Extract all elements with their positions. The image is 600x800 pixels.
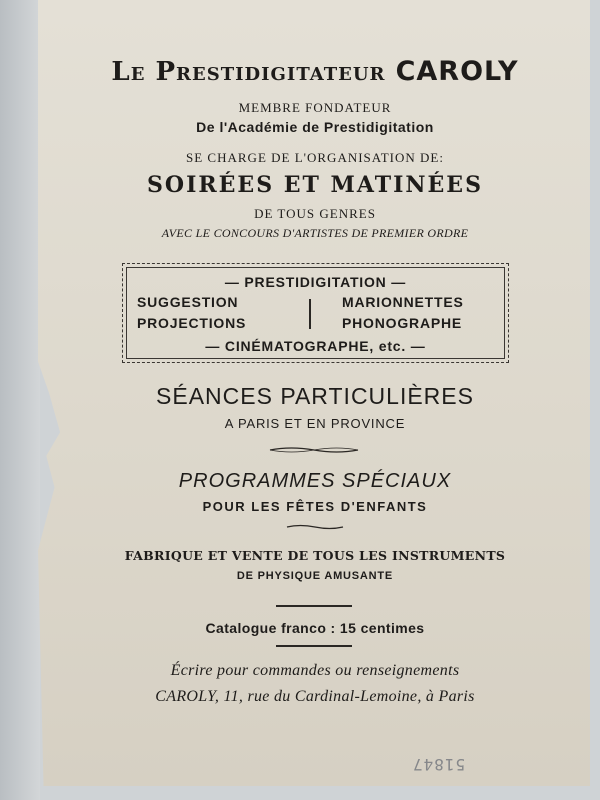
document-title bbox=[40, 56, 590, 87]
ornament-divider bbox=[268, 446, 360, 454]
tous-genres-line: DE TOUS GENRES bbox=[254, 206, 376, 221]
document-content bbox=[40, 0, 590, 786]
address-line: CAROLY, 11, rue du Cardinal-Lemoine, à Paris bbox=[155, 688, 475, 705]
seances-heading: SÉANCES PARTICULIÈRES bbox=[156, 383, 474, 409]
charge-line: SE CHARGE DE L'ORGANISATION DE: bbox=[186, 150, 444, 165]
service-projections: PROJECTIONS bbox=[137, 315, 247, 331]
academie-line: De l'Académie de Prestidigitation bbox=[196, 119, 434, 135]
services-box bbox=[122, 263, 509, 363]
physique-line: DE PHYSIQUE AMUSANTE bbox=[236, 570, 394, 582]
service-prestidigitation: — PRESTIDIGITATION — bbox=[224, 274, 407, 290]
programmes-subtitle: POUR LES FÊTES D'ENFANTS bbox=[202, 499, 428, 514]
catalogue-line: Catalogue franco : 15 centimes bbox=[205, 620, 425, 636]
background-surface bbox=[0, 0, 40, 800]
service-suggestion: SUGGESTION bbox=[137, 294, 239, 310]
ecrire-line: Écrire pour commandes ou renseignements bbox=[170, 662, 460, 679]
concours-line: AVEC LE CONCOURS D'ARTISTES DE PREMIER ORDRE bbox=[161, 226, 469, 240]
rule-bottom bbox=[276, 645, 352, 647]
ornament-divider-small bbox=[285, 523, 345, 531]
programmes-heading: PROGRAMMES SPÉCIAUX bbox=[178, 470, 452, 492]
title-name: CAROLY bbox=[395, 56, 519, 87]
service-marionnettes: MARIONNETTES bbox=[342, 294, 464, 310]
seances-subtitle: A PARIS ET EN PROVINCE bbox=[224, 416, 406, 431]
membre-line: MEMBRE FONDATEUR bbox=[238, 100, 392, 115]
inventory-stamp: 51847 bbox=[412, 755, 466, 774]
soirees-heading: SOIRÉES ET MATINÉES bbox=[147, 172, 483, 198]
title-prefix: Le Prestidigitateur bbox=[111, 57, 386, 87]
service-phonographe: PHONOGRAPHE bbox=[342, 315, 463, 331]
services-divider bbox=[309, 299, 311, 329]
rule-top bbox=[276, 605, 352, 607]
service-cinematographe: — CINÉMATOGRAPHE, etc. — bbox=[205, 338, 426, 354]
fabrique-line: FABRIQUE ET VENTE DE TOUS LES INSTRUMENTS bbox=[124, 548, 506, 563]
